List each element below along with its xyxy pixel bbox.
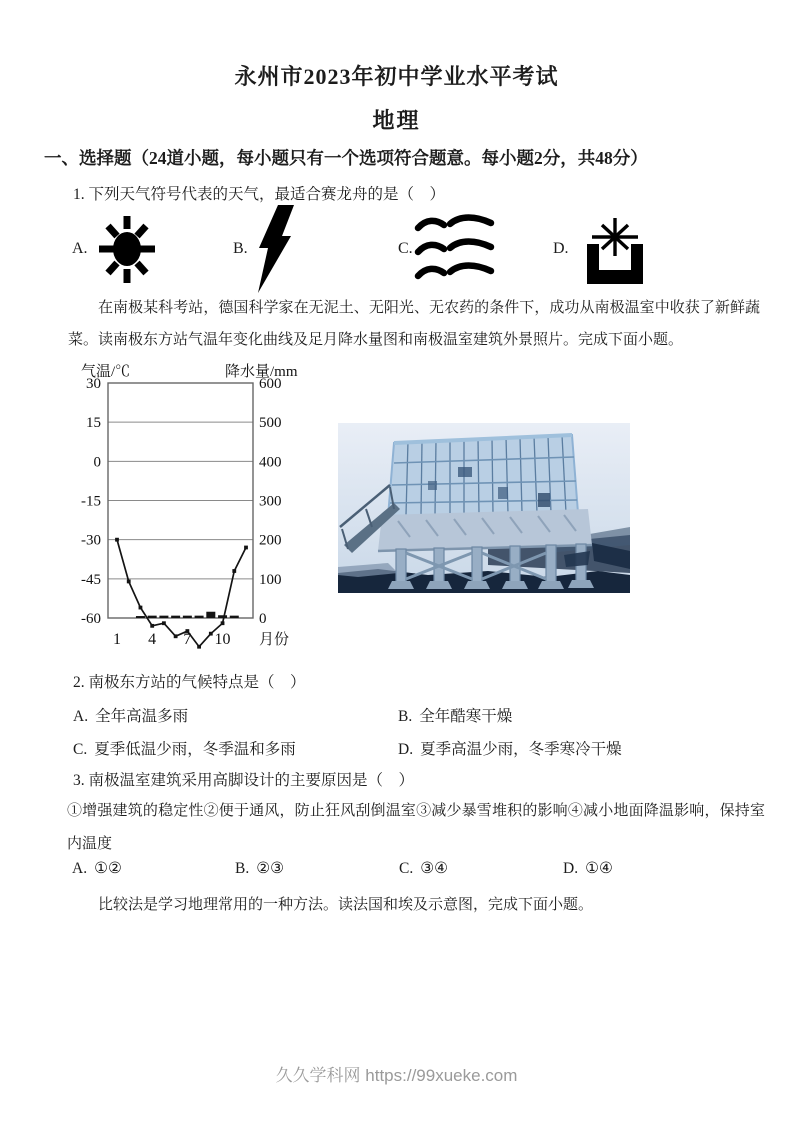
svg-text:200: 200 [259,532,282,549]
climate-chart-plot [55,358,333,666]
q2-option-a-label: A. [73,708,89,725]
q3-option-b [235,859,284,878]
subject-title: 地理 [372,108,421,133]
svg-text:300: 300 [259,493,282,510]
q2-option-c-label: C. [73,741,88,758]
svg-text:月份: 月份 [259,632,290,648]
q3-statements: ①增强建筑的稳定性②便于通风，防止狂风刮倒温室③减少暴雪堆积的影响④减小地面降温影响，保持室内温度 [67,803,765,852]
svg-text:-45: -45 [81,571,101,588]
q2-option-c-text: 夏季低温少雨，冬季温和多雨 [94,741,296,758]
q3-option-d-text: ①④ [585,860,613,877]
svg-text:7: 7 [183,631,192,648]
svg-text:-60: -60 [81,611,101,627]
svg-text:10: 10 [214,631,231,648]
svg-text:0: 0 [93,454,101,471]
svg-text:4: 4 [148,631,157,648]
thunderstorm-icon [254,205,296,293]
question-2: 2. 南极东方站的气候特点是（ ） [73,674,306,691]
q2-option-c [73,737,296,759]
svg-text:1: 1 [113,631,121,648]
question-3: 3. 南极温室建筑采用高脚设计的主要原因是（ ） [73,772,415,789]
svg-text:-30: -30 [81,532,101,549]
left-axis-title: 气温/℃ [81,364,131,380]
question-1: 1. 下列天气符号代表的天气，最适合赛龙舟的是（ ） [73,186,446,203]
page-title: 永州市2023年初中学业水平考试 [234,64,559,89]
q2-option-b [398,704,512,726]
q3-option-c-label: C. [399,860,414,877]
q2-option-d [398,737,622,759]
q1-option-a-label: A. [72,240,88,257]
svg-text:600: 600 [259,376,282,392]
svg-text:0: 0 [259,611,267,627]
passage-antarctic: 在南极某科考站，德国科学家在无泥土、无阳光、无农药的条件下，成功从南极温室中收获了新鲜蔬菜。读南极东方站气温年变化曲线及足月降水量图和南极温室建筑外景照片。完成下面小题。 [68,300,760,348]
svg-text:15: 15 [86,415,101,432]
station-photo [338,423,630,593]
svg-text:500: 500 [259,415,282,432]
sun-icon [94,208,160,290]
frost-icon [583,218,647,292]
passage-comparison: 比较法是学习地理常用的一种方法。读法国和埃及示意图，完成下面小题。 [98,897,594,913]
q1-option-d-label: D. [553,240,569,257]
q3-option-a-text: ①② [94,860,122,877]
q3-option-a-label: A. [72,860,88,877]
q1-option-c-label: C. [398,240,413,257]
fog-icon [414,214,496,282]
q2-option-a [73,704,188,726]
climate-chart [55,358,333,666]
q2-option-d-text: 夏季高温少雨，冬季寒冷干燥 [420,741,622,758]
svg-text:100: 100 [259,571,282,588]
right-axis-title: 降水量/mm [225,364,298,380]
q2-option-b-text: 全年酷寒干燥 [419,708,513,725]
q3-option-c [399,859,448,878]
svg-text:30: 30 [86,376,101,392]
q3-option-a [72,859,122,878]
q3-option-d-label: D. [563,860,579,877]
watermark-footer: 久久学科网 https://99xueke.com [275,1066,518,1085]
q2-option-a-text: 全年高温多雨 [95,708,189,725]
q1-option-b-label: B. [233,240,248,257]
q3-option-b-text: ②③ [256,860,285,877]
q3-option-c-text: ③④ [420,860,449,877]
q2-option-d-label: D. [398,741,414,758]
svg-text:-15: -15 [81,493,101,510]
q3-option-d [563,859,613,878]
section-heading: 一、选择题（24道小题，每小题只有一个选项符合题意。每小题2分，共48分） [44,148,648,168]
q3-option-b-label: B. [235,860,250,877]
q2-option-b-label: B. [398,708,413,725]
svg-text:400: 400 [259,454,282,471]
